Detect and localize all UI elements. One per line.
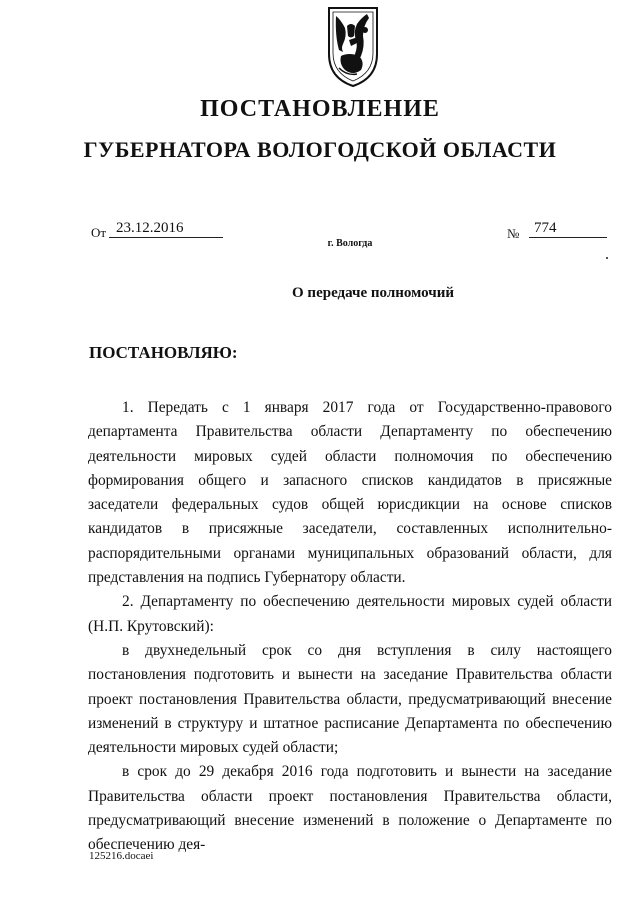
paragraph-2: 2. Департаменту по обеспечению деятельности мировых судей области (Н.П. Крутовский): <box>88 593 612 635</box>
document-date: 23.12.2016 <box>109 219 223 238</box>
paragraph-3: в двухнедельный срок со дня вступления в силу настоящего постановления подготовить и вынести на заседание Правительства области проект постановления Правительства области, предусматривающий внесение изменений в структуру и штатное расписание Департамента по обеспечению деятельности мировых судей области; <box>88 641 612 757</box>
paragraph-4: в срок до 29 декабря 2016 года подготовить и вынести на заседание Правительства области проект постановления Правительства области, предусматривающий внесение изменений в положение о Департаменте по обеспечению дея- <box>88 763 612 854</box>
coat-of-arms-icon <box>327 6 379 88</box>
document-body <box>88 396 612 858</box>
city-label: г. Вологда <box>327 238 373 249</box>
decree-heading: ПОСТАНОВЛЯЮ: <box>89 343 238 362</box>
file-reference: 125216.docaei <box>89 850 154 862</box>
document-type-title: ПОСТАНОВЛЕНИЕ <box>200 96 440 122</box>
document-subject: О передаче полномочий <box>292 285 454 301</box>
issuer-title: ГУБЕРНАТОРА ВОЛОГОДСКОЙ ОБЛАСТИ <box>83 137 557 162</box>
date-prefix: От <box>91 225 107 240</box>
number-prefix: № <box>507 226 520 241</box>
scan-speck <box>606 257 608 259</box>
document-number: 774 <box>529 219 607 238</box>
paragraph-1: 1. Передать с 1 января 2017 года от Государственно-правового департамента Правительства области Департаменту по обеспечению деятельности мировых судей области полномочия по обеспечению формирования общего и запасного списков кандидатов в присяжные заседатели федеральных судов общей юрисдикции на основе списков кандидатов в присяжные заседатели, составленных исполнительно-распорядительными органами муниципальных образований области, для представления на подпись Губернатору области. <box>88 399 612 587</box>
